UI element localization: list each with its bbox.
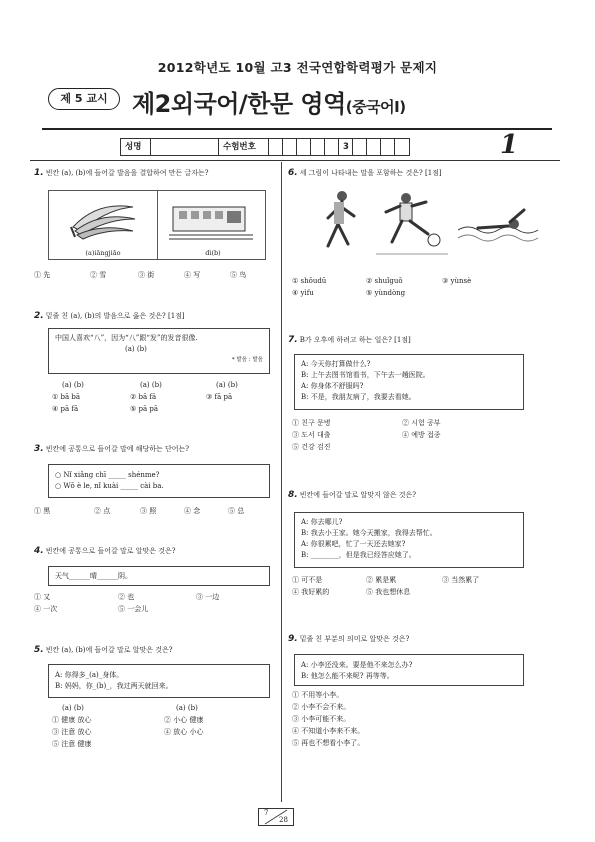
option[interactable]: ④ 放心 小心 — [164, 728, 204, 736]
q3-line2: ○ Wǒ è le, nǐ kuài _____ cài ba. — [55, 482, 164, 490]
q5-box — [48, 664, 270, 698]
exam-no-cell[interactable] — [269, 139, 283, 155]
q1-image-frame — [48, 190, 266, 260]
q1-options — [34, 270, 279, 282]
q3-text: 빈칸에 공통으로 들어갈 말에 해당하는 단어는? — [45, 445, 190, 453]
q7-prompt — [288, 335, 553, 345]
option[interactable]: ⑤ 我也想休息 — [366, 588, 411, 596]
exam-no-cell[interactable] — [283, 139, 297, 155]
option[interactable]: ④ 一次 — [34, 605, 58, 613]
dialogue-line: B: ________，但是我已经答应她了。 — [301, 551, 416, 559]
option[interactable]: ② bā fā — [130, 393, 157, 401]
q2-prompt — [34, 311, 279, 321]
q4-box: 天气______晴______阴。 — [48, 566, 270, 586]
option[interactable]: ④ yìfu — [292, 289, 314, 297]
option[interactable]: ⑤ 一会儿 — [118, 605, 149, 613]
dialogue-line: B: 不是，我朋友病了，我要去看她。 — [301, 393, 416, 401]
q9-options — [292, 690, 552, 750]
q3-box — [48, 464, 270, 498]
exam-no-cell[interactable] — [325, 139, 339, 155]
q6-text: 세 그림이 나타내는 말을 포함하는 것은? [1점] — [299, 169, 442, 177]
footer-page: 7 — [264, 809, 269, 817]
exam-no-cell[interactable] — [353, 139, 367, 155]
q1-text: 빈칸 (a), (b)에 들어갈 발음을 결합하여 만든 글자는? — [45, 169, 209, 177]
q5-number: 5. — [34, 645, 44, 655]
subway-icon — [169, 199, 255, 241]
q9-box — [294, 654, 524, 686]
header-rule — [42, 128, 552, 130]
option[interactable]: ② 也 — [118, 593, 135, 601]
q8-box — [294, 512, 524, 568]
footer-page-box — [258, 808, 294, 826]
option[interactable]: ① 又 — [34, 593, 51, 601]
exam-no-cell[interactable] — [311, 139, 325, 155]
q2-text: 밑줄 친 (a), (b)의 발음으로 옳은 것은? [1점] — [45, 312, 185, 320]
option[interactable]: ② 小心 健康 — [164, 716, 204, 724]
option[interactable]: ③ 街 — [138, 271, 155, 279]
exam-no-cell[interactable] — [297, 139, 311, 155]
option[interactable]: ③ yùnsè — [442, 277, 472, 285]
q6-prompt — [288, 168, 553, 178]
swimmer-icon — [458, 200, 540, 250]
q5-line1: A: 你得多_(a)_身体。 — [55, 671, 124, 679]
dialogue-line: B: 上午去图书馆看书，下午去一趟医院。 — [301, 371, 430, 379]
runner-icon — [308, 188, 368, 258]
q7-text: B가 오후에 하려고 하는 일은? [1점] — [299, 336, 411, 344]
exam-title: 2012학년도 10월 고3 전국연합학력평가 문제지 — [157, 60, 438, 75]
q4-number: 4. — [34, 546, 44, 556]
q3-options — [34, 506, 279, 518]
name-field[interactable] — [151, 139, 219, 155]
q3-line1: ○ Nǐ xiǎng chī _____ shénme? — [55, 471, 160, 479]
q1-caption-a: (a)iāngjiāo — [85, 249, 121, 257]
dialogue-line: A: 你去哪儿? — [301, 518, 343, 526]
column-divider — [281, 162, 282, 802]
q3-number: 3. — [34, 444, 44, 454]
dialogue-line: A: 小李还没来。要是他不来怎么办? — [301, 661, 413, 669]
q6-options — [292, 276, 552, 300]
top-rule — [30, 160, 560, 161]
option[interactable]: ⑤ 건강 검진 — [292, 443, 331, 451]
q1-image-divider — [157, 191, 158, 259]
option[interactable]: ② 雪 — [90, 271, 107, 279]
q2-box-line1: 中国人喜欢“八”，因为“八”跟“发”的发音很像. — [55, 334, 198, 342]
option[interactable]: ② 点 — [94, 507, 111, 515]
q2-head: (a) (b) — [216, 381, 238, 389]
option[interactable]: ④ 예방 접종 — [402, 431, 441, 439]
q2-head: (a) (b) — [62, 381, 84, 389]
option[interactable]: ⑤ 总 — [228, 507, 245, 515]
q5-text: 빈칸 (a), (b)에 들어갈 말로 알맞은 것은? — [45, 646, 173, 654]
option[interactable]: ③ 도서 대출 — [292, 431, 331, 439]
page-number: 1 — [500, 130, 519, 160]
q7-box — [294, 354, 524, 410]
exam-no-label: 수험번호 — [219, 139, 269, 155]
option[interactable]: ④ 不知道小李来不来。 — [292, 727, 365, 735]
option[interactable]: ④ pā fā — [52, 405, 79, 413]
option[interactable]: ⑤ 鸟 — [230, 271, 247, 279]
subject-title — [132, 84, 406, 119]
q8-text: 빈칸에 들어갈 말로 알맞지 않은 것은? — [299, 491, 416, 499]
q4-text: 빈칸에 공통으로 들어갈 말로 알맞은 것은? — [45, 547, 176, 555]
q5-head: (a) (b) — [176, 704, 198, 712]
soccer-player-icon — [376, 188, 448, 258]
option[interactable]: ③ 照 — [140, 507, 157, 515]
q1-prompt — [34, 168, 279, 178]
option[interactable]: ② 小李不会不来。 — [292, 703, 351, 711]
q2-options — [34, 380, 279, 416]
q2-note: * 발음 : 발음 — [231, 357, 263, 363]
q4-prompt — [34, 546, 279, 556]
option[interactable]: ① shǒudū — [292, 277, 327, 285]
q2-box-line2: (a) (b) — [125, 345, 147, 353]
option[interactable]: ① bā bā — [52, 393, 81, 401]
q5-prompt — [34, 645, 279, 655]
q9-number: 9. — [288, 634, 298, 644]
name-label: 성명 — [121, 139, 151, 155]
q9-text: 밑줄 친 부분의 의미로 알맞은 것은? — [299, 635, 410, 643]
option[interactable]: ⑤ pā pā — [130, 405, 159, 413]
q2-number: 2. — [34, 311, 44, 321]
option[interactable]: ③ 小李可能不来。 — [292, 715, 351, 723]
q9-prompt — [288, 634, 553, 644]
exam-no-cell[interactable] — [367, 139, 381, 155]
option[interactable]: ① 健康 放心 — [52, 716, 92, 724]
option[interactable]: ④ 写 — [184, 271, 201, 279]
option[interactable]: ③ 注意 放心 — [52, 728, 92, 736]
exam-no-cell[interactable] — [381, 139, 395, 155]
dialogue-line: A: 你很累吧，忙了一天还去她家? — [301, 540, 406, 548]
q4-options — [34, 592, 279, 616]
q2-box — [48, 328, 270, 374]
dialogue-line: B: 他怎么能不来呢? 再等等。 — [301, 672, 394, 680]
option[interactable]: ③ 一边 — [196, 593, 220, 601]
q6-images — [296, 186, 544, 260]
q8-prompt — [288, 490, 553, 500]
option[interactable]: ① 친구 문병 — [292, 419, 331, 427]
option[interactable]: ① 可不是 — [292, 576, 323, 584]
dialogue-line: A: 今天你打算做什么? — [301, 360, 371, 368]
option[interactable]: ① 黑 — [34, 507, 51, 515]
option[interactable]: ② 累是累 — [366, 576, 397, 584]
q5-head: (a) (b) — [62, 704, 84, 712]
q2-head: (a) (b) — [140, 381, 162, 389]
q8-options — [292, 575, 552, 599]
q5-line2: B: 妈妈，你_(b)_，我过两天就回来。 — [55, 682, 173, 690]
option[interactable]: ⑤ 再也不想看小李了。 — [292, 739, 365, 747]
q7-number: 7. — [288, 335, 298, 345]
subject-main: 제2외국어/한문 영역 — [132, 90, 346, 118]
period-badge: 제 5 교시 — [48, 88, 120, 110]
q6-number: 6. — [288, 168, 298, 178]
subject-sub: (중국어Ⅰ) — [345, 98, 406, 116]
footer-total: 28 — [279, 816, 288, 824]
q7-options — [292, 418, 552, 454]
exam-no-cell[interactable] — [395, 139, 409, 155]
name-exam-box — [120, 138, 410, 156]
dialogue-line: B: 我去小王家。她今天搬家，我得去帮忙。 — [301, 529, 437, 537]
q5-options — [34, 703, 279, 751]
option[interactable]: ③ 当然累了 — [442, 576, 480, 584]
option[interactable]: ⑤ 注意 健康 — [52, 740, 92, 748]
option[interactable]: ② shuǐguǒ — [366, 277, 403, 285]
banana-icon — [67, 197, 139, 241]
dialogue-line: A: 你身体不舒服吗? — [301, 382, 364, 390]
option[interactable]: ① 先 — [34, 271, 51, 279]
option[interactable]: ③ fā pā — [206, 393, 233, 401]
option[interactable]: ④ 我好累的 — [292, 588, 330, 596]
option[interactable]: ④ 念 — [184, 507, 201, 515]
option[interactable]: ⑤ yùndòng — [366, 289, 406, 297]
option[interactable]: ① 不用等小李。 — [292, 691, 344, 699]
exam-no-digit: 3 — [339, 139, 353, 155]
q1-caption-b: dì(b) — [205, 249, 221, 257]
q3-prompt — [34, 444, 279, 454]
q1-number: 1. — [34, 168, 44, 178]
q8-number: 8. — [288, 490, 298, 500]
option[interactable]: ② 시험 공부 — [402, 419, 441, 427]
